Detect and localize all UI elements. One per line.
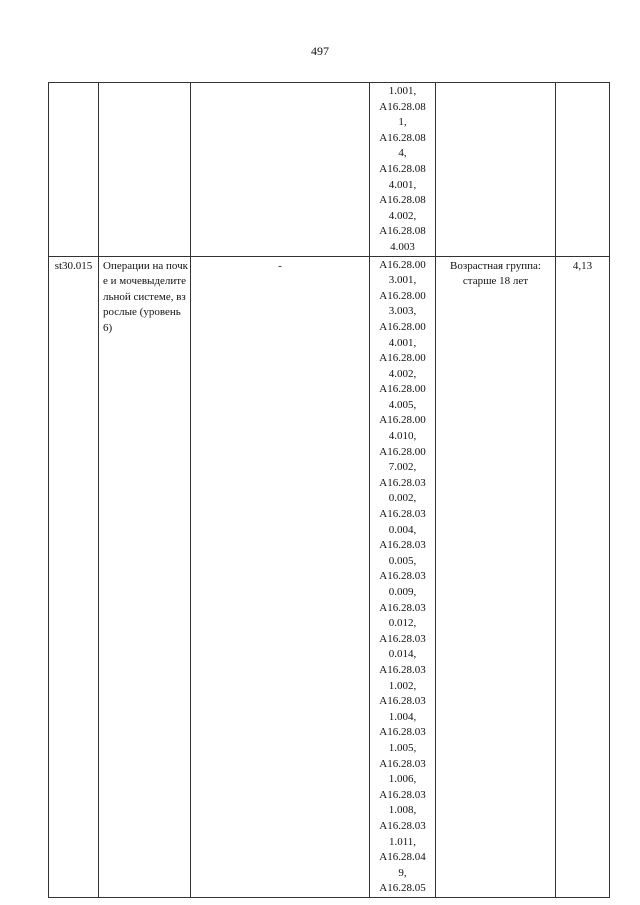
service-code-line: 4.002, bbox=[388, 367, 417, 380]
service-code-line: 1.006, bbox=[388, 773, 417, 786]
table-row-continued bbox=[49, 83, 610, 257]
service-code-line: A16.28.03 bbox=[379, 788, 426, 801]
service-code-line: 4.001, bbox=[388, 178, 417, 191]
service-codes-list bbox=[370, 84, 435, 256]
service-code-line: A16.28.00 bbox=[379, 258, 426, 271]
service-code-line: 9, bbox=[398, 866, 407, 879]
service-code-line: A16.28.00 bbox=[379, 383, 426, 396]
service-code-line: 4.003 bbox=[390, 240, 415, 253]
service-code-line: 7.002, bbox=[388, 461, 417, 474]
service-code-line: A16.28.03 bbox=[379, 726, 426, 739]
group-name: Операции на почке и мочевыделительной системе, взрослые (уровень 6) bbox=[103, 259, 189, 334]
service-code-line: 3.003, bbox=[388, 305, 417, 318]
service-code-line: 0.009, bbox=[388, 586, 417, 598]
service-code-line: 0.004, bbox=[388, 523, 417, 536]
service-code-line: A16.28.00 bbox=[379, 445, 426, 458]
service-code-line: 4.010, bbox=[388, 430, 417, 443]
service-code-line: A16.28.03 bbox=[379, 476, 426, 489]
service-code-line: A16.28.08 bbox=[379, 225, 426, 238]
service-code-line: A16.28.03 bbox=[379, 695, 426, 708]
service-code-line: 4, bbox=[398, 147, 407, 160]
cell-empty bbox=[436, 83, 556, 257]
group-code: st30.015 bbox=[54, 259, 93, 272]
cell-empty bbox=[49, 83, 99, 257]
service-code-line: A16.28.05 bbox=[379, 882, 426, 895]
service-code-line: A16.28.03 bbox=[379, 508, 426, 521]
service-code-line: A16.28.03 bbox=[379, 757, 426, 770]
service-code-line: 0.002, bbox=[388, 492, 417, 505]
service-code-line: A16.28.00 bbox=[379, 320, 426, 333]
service-code-line: 0.005, bbox=[388, 554, 417, 567]
service-code-line: 4.005, bbox=[388, 398, 417, 411]
service-code-line: A16.28.00 bbox=[379, 352, 426, 365]
service-code-line: 0.012, bbox=[388, 617, 417, 630]
service-code-line: A16.28.00 bbox=[379, 414, 426, 427]
service-code-line: A16.28.08 bbox=[379, 131, 426, 144]
group-name-cell bbox=[99, 256, 191, 897]
service-code-line: A16.28.08 bbox=[379, 100, 426, 113]
service-codes-list bbox=[370, 258, 435, 897]
service-code-line: A16.28.08 bbox=[379, 162, 426, 175]
group-code-cell bbox=[49, 256, 99, 897]
service-code-line: A16.28.03 bbox=[379, 601, 426, 614]
service-code-line: 3.001, bbox=[388, 274, 417, 287]
service-code-line: A16.28.03 bbox=[379, 570, 426, 583]
criteria-value: Возрастная группа: старше 18 лет bbox=[450, 259, 541, 288]
service-code-line: A16.28.00 bbox=[379, 289, 426, 302]
cell-empty bbox=[191, 83, 370, 257]
tariff-table bbox=[48, 82, 610, 898]
service-code-line: A16.28.03 bbox=[379, 539, 426, 552]
service-code-line: A16.28.08 bbox=[379, 194, 426, 207]
service-code-line: 1.011, bbox=[388, 835, 417, 848]
service-code-line: A16.28.03 bbox=[379, 632, 426, 645]
coefficient-value: 4,13 bbox=[572, 259, 593, 272]
cell-empty bbox=[556, 83, 610, 257]
coefficient-cell bbox=[556, 256, 610, 897]
page-number: 497 bbox=[311, 44, 329, 58]
service-code-line: 1, bbox=[398, 116, 407, 129]
diagnosis-cell bbox=[191, 256, 370, 897]
cell-empty bbox=[99, 83, 191, 257]
service-code-line: A16.28.04 bbox=[379, 851, 426, 864]
service-code-line: 4.001, bbox=[388, 336, 417, 349]
criteria-cell bbox=[436, 256, 556, 897]
service-code-line: A16.28.03 bbox=[379, 663, 426, 676]
service-codes-cell bbox=[370, 256, 436, 897]
diagnosis-value: - bbox=[278, 259, 282, 272]
service-code-line: 1.001, bbox=[388, 85, 417, 97]
service-code-line: 1.004, bbox=[388, 710, 417, 723]
service-code-line: 4.002, bbox=[388, 209, 417, 222]
service-code-line: 1.005, bbox=[388, 741, 417, 754]
service-code-line: 1.008, bbox=[388, 804, 417, 817]
table-row bbox=[49, 256, 610, 897]
service-codes-cell bbox=[370, 83, 436, 257]
service-code-line: 0.014, bbox=[388, 648, 417, 661]
service-code-line: A16.28.03 bbox=[379, 819, 426, 832]
service-code-line: 1.002, bbox=[388, 679, 417, 692]
